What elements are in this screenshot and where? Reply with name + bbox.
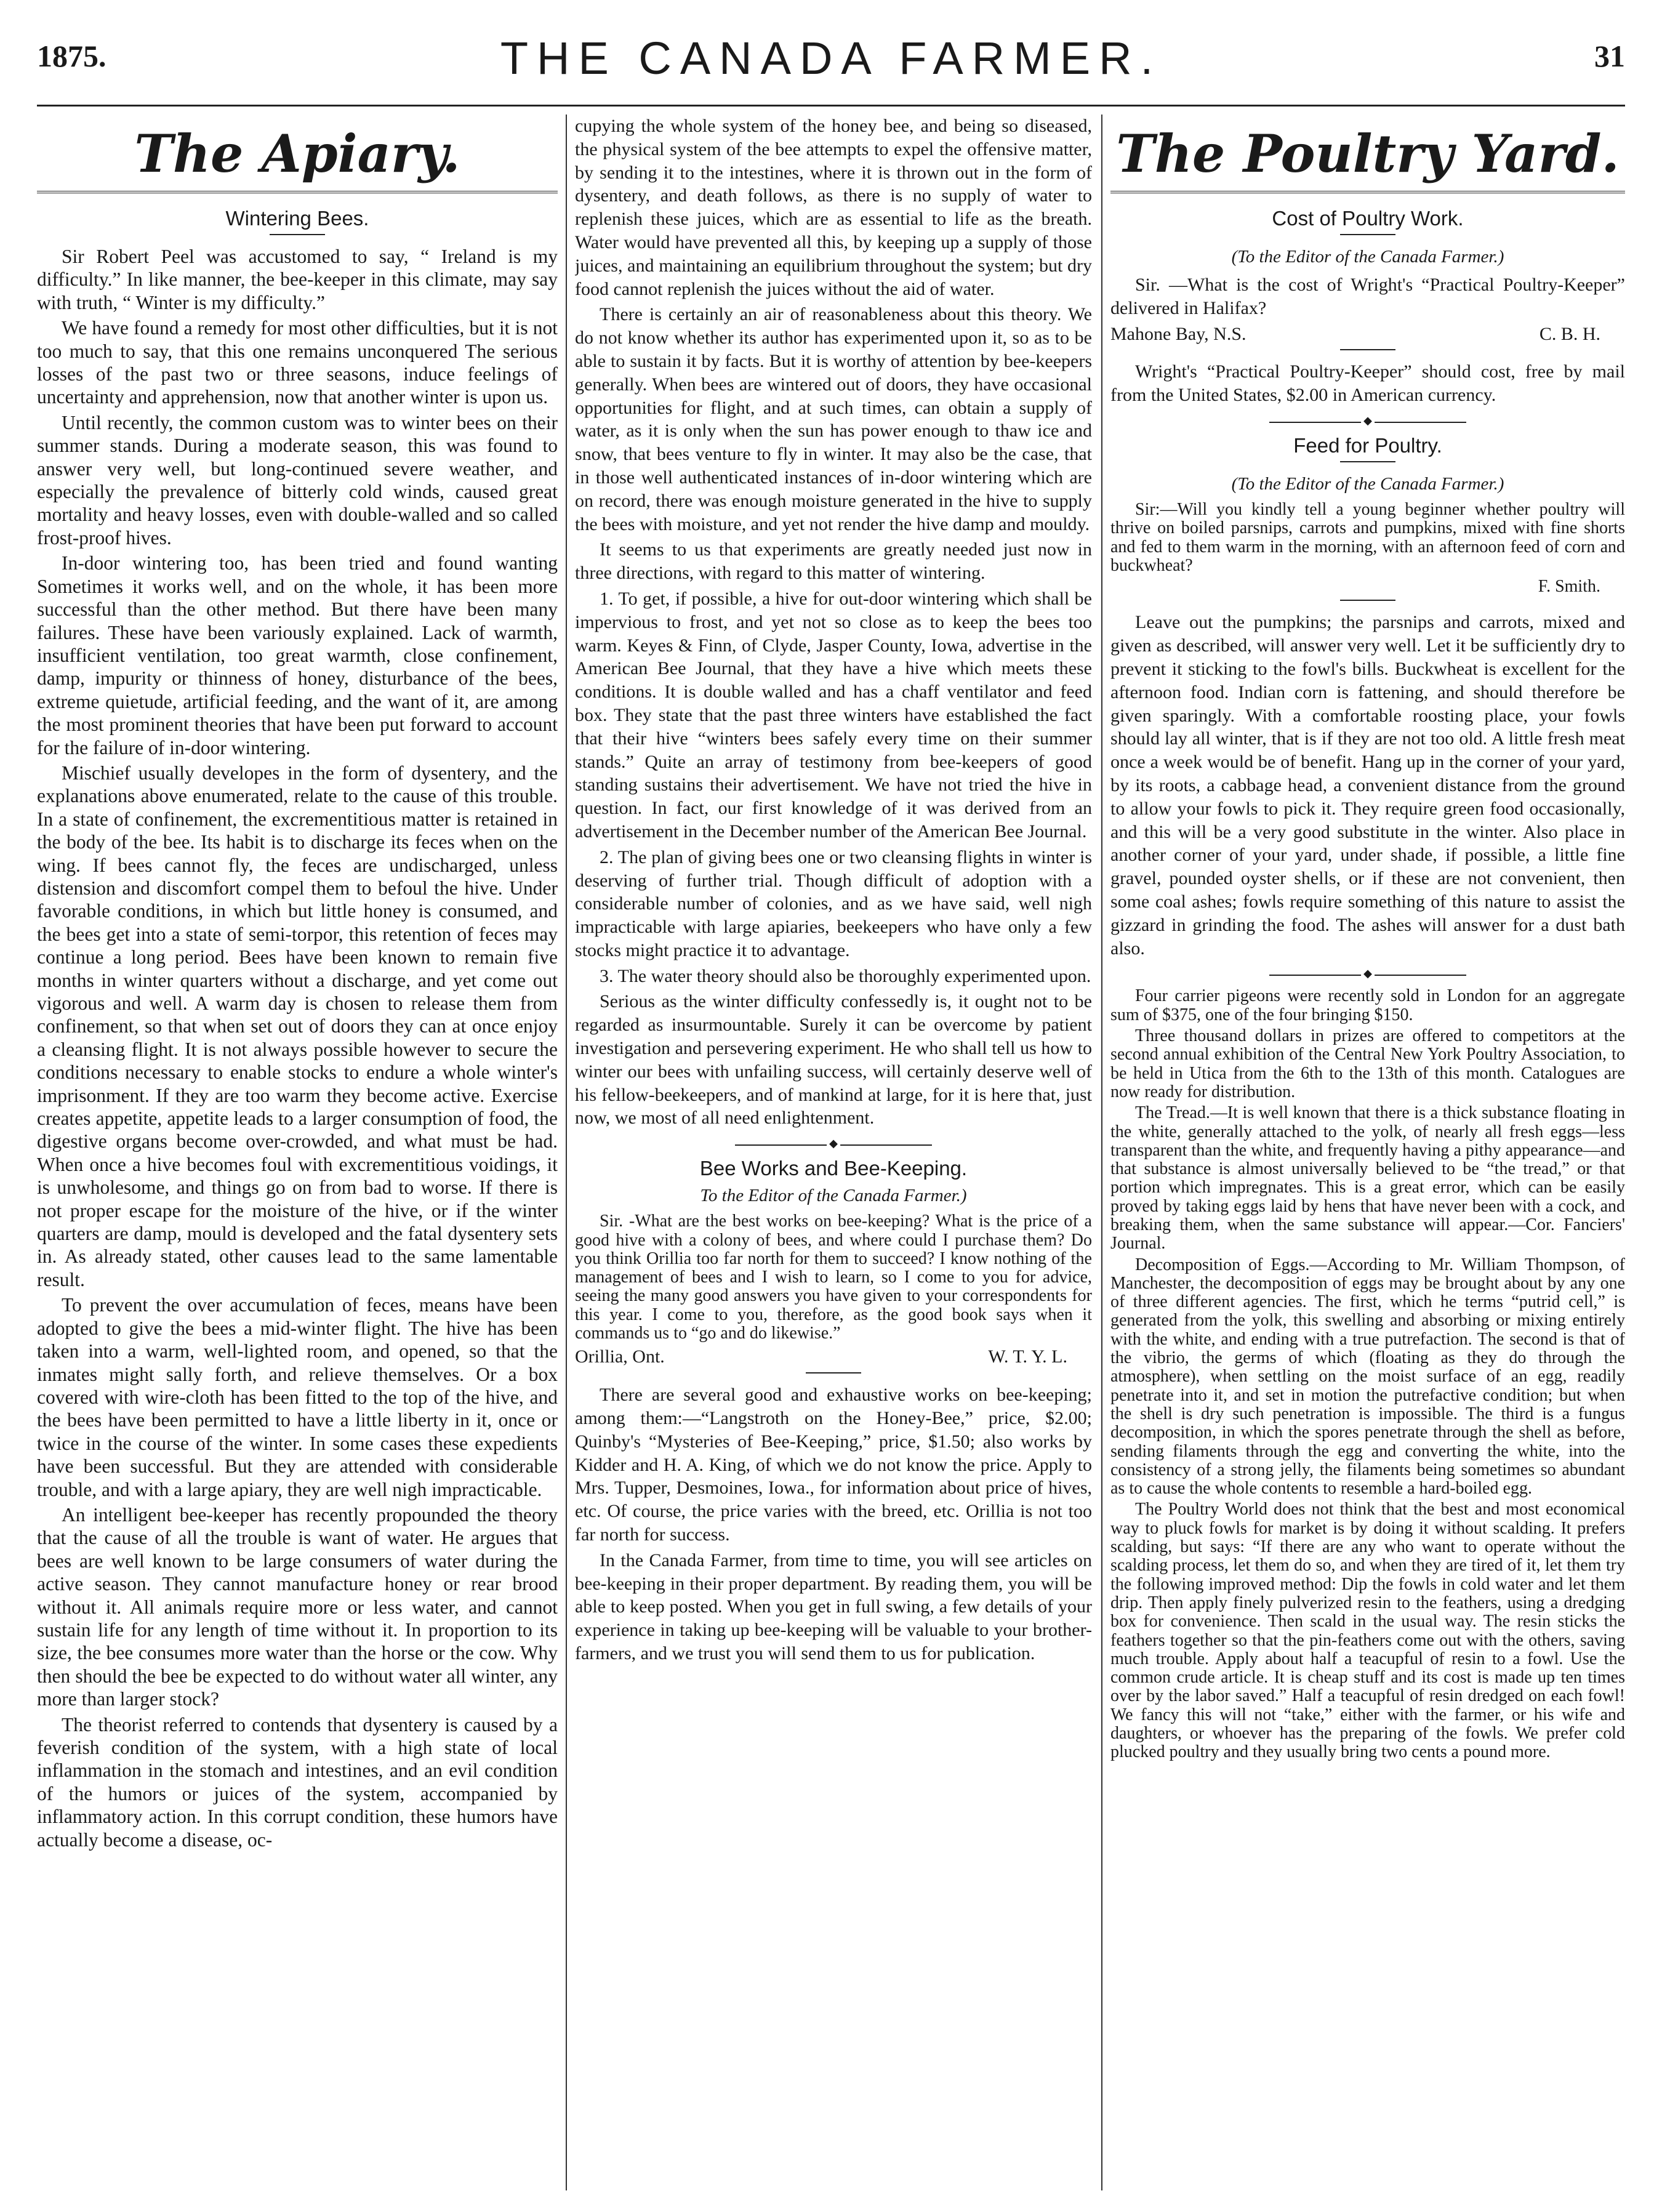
letter-place: Mahone Bay, N.S. — [1110, 323, 1246, 344]
column-divider — [566, 115, 567, 2190]
letter-text: Sir. —What is the cost of Wright's “Practical Poultry-Keeper” delivered in Halifax? — [1110, 275, 1625, 318]
letter-text: Sir:—Will you kindly tell a young beginner whether poultry will thrive on boiled parsnips, carrots and pumpkins, mixed with fine shorts and fed to them warm in the morning, with an afternoon feed of corn and buckwheat? — [1110, 499, 1625, 575]
section-rule — [1110, 191, 1625, 193]
news-note: The Tread.—It is well known that there is a thick substance floating in the white, generally attached to the yolk, of nearly all fresh eggs—less transparent than the white, and frequently having a pithy appearance—and that substance is almost universally believed to be “the tread,” or that portion which impregnates. This is a great error, which can be easily proved by taking eggs laid by hens that have never been with a cock, and breaking them, when the same substance will appear.—Cor. Fanciers' Journal. — [1110, 1103, 1625, 1253]
column-apiary — [37, 115, 558, 1854]
column-middle — [575, 115, 1092, 1668]
reply-rule — [1340, 600, 1395, 601]
article-title-bee-works: Bee Works and Bee-Keeping. — [699, 1157, 968, 1180]
news-note: Four carrier pigeons were recently sold in London for an aggregate sum of $375, one of the four bringing $150. — [1110, 986, 1625, 1024]
to-the-editor-line: (To the Editor of the Canada Farmer.) — [1231, 473, 1504, 494]
letter-place: Orillia, Ont. — [575, 1346, 665, 1367]
paragraph: We have found a remedy for most other difficulties, but it is not too much to say, that this one remains unconquered The serious losses of the past two or three seasons, induce feelings of uncertainty and apprehension, now that another winter is upon us. — [37, 317, 558, 408]
to-the-editor-line: To the Editor of the Canada Farmer.) — [700, 1186, 967, 1206]
section-title-apiary: The Apiary. — [134, 123, 460, 184]
paragraph: To prevent the over accumulation of feces, means have been adopted to give the bees a mid-winter flight. The hive has been taken into a warm, well-lighted room, and opened, so that the inmates might sally forth, and relieve themselves. Or a box covered with wire-cloth has been fitted to the top of the hive, and the bees have been permitted to have a little liberty in it, once or twice in the course of the winter. In some cases these expedients have been successful. But they are attended with considerable trouble, and with a large apiary, they are well nigh impracticable. — [37, 1294, 558, 1500]
paragraph: Mischief usually developes in the form of dysentery, and the explanations above enumerated, relate to the cause of this trouble. In a state of confinement, the excrementitious matter is retained in the body of the bee. Its habit is to discharge its feces when on the wing. If bees cannot fly, the feces are undischarged, unless distension and discomfort compel them to befoul the hive. Under favorable conditions, in which but little honey is consumed, and the bees get into a state of semi-torpor, this retention of feces may continue a long period. Bees have been known to remain five months in winter quarters without a discharge, and yet come out vigorous and well. A warm day is chosen to release them from confinement, so that when set out of doors they can at once enjoy a cleansing flight. It is not always possible however to secure the conditions necessary to enable stocks to endure a whole winter's imprisonment. If they are too warm they become active. Exercise creates appetite, appetite leads to a larger consumption of food, the digestive organs become over-crowded, and what must be had. When once a hive becomes foul with excrementitious voidings, it is unwholesome, and things go on from bad to worse. If there is not proper escape for the moisture of the hive, or if the winter quarters are damp, mould is developed and the fatal dysentery sets in. As already stated, other causes lead to the same lamentable result. — [37, 762, 558, 1290]
title-rule — [1340, 234, 1395, 235]
paragraph: In-door wintering too, has been tried and found wanting Sometimes it works well, and on the whole, it has been more successful than the other method. But there have been many failures. These have been variously explained. Lack of warmth, insufficient ventilation, too great warmth, close confinement, damp, impurity or thinness of honey, disturbance of the bees, extreme quietude, artificial feeding, and the want of it, are among the most prominent theories that have been put forward to account for the failure of in-door wintering. — [37, 552, 558, 758]
paragraph: In the Canada Farmer, from time to time, you will see articles on bee-keeping in their proper department. By reading them, you will be able to keep posted. When you get in full swing, a few details of your experience in taking up bee-keeping will be valuable to your brother-farmers, and we trust you will send them to us for publication. — [575, 1550, 1092, 1663]
letter-signature: W. T. Y. L. — [988, 1346, 1067, 1367]
paragraph: Sir Robert Peel was accustomed to say, “ Ireland is my difficulty.” In like manner, the bee-keeper in this climate, may say with truth, “ Winter is my difficulty.” — [37, 246, 558, 313]
masthead — [37, 25, 1625, 99]
section-divider-ornament — [1269, 975, 1466, 976]
issue-year: 1875. — [37, 39, 106, 73]
section-divider-ornament — [735, 1144, 932, 1146]
article-title-feed-for-poultry: Feed for Poultry. — [1293, 433, 1442, 457]
reply-rule — [1340, 349, 1395, 350]
paragraph: Until recently, the common custom was to winter bees on their summer stands. During a moderate season, this was found to answer very well, but long-continued severe weather, and especially the prevalence of bitterly cold winds, caused great mortality and heavy losses, even with double-walled and so called frost-proof hives. — [37, 411, 558, 549]
news-note: The Poultry World does not think that the best and most economical way to pluck fowls for market is by doing it without scalding. It prefers scalding, but says: “If there are any who want to operate without the scalding process, let them do so, and when they are tired of it, let them try the following improved method: Dip the fowls in cold water and let them drip. Then apply finely pulverized resin to the feathers, using a dredging box for convenience. Then scald in the usual way. The resin sticks the feathers together so that the pin-feathers come out with the others, saving much trouble. Apply about half a teacupful of resin to a fowl. Use the common crude article. It is cheap stuff and its cost is made up ten times over by the labor saved.” Half a teacupful of resin dredged on each fowl! We fancy this will not “take,” either with the farmer, or his wife and daughters, or whoever has the preparing of the fowls. We prefer cold plucked poultry and they usually bring two cents a pound more. — [1110, 1500, 1625, 1762]
news-note: Decomposition of Eggs.—According to Mr. William Thompson, of Manchester, the decomposition of eggs may be brought about by any one of three different agencies. The first, which he terms “putrid cell,” is generated from the yolk, this swelling and absorbing or mixing entirely with the white, and ending with a true putrefaction. The second is that of the vibrio, the germs of which (floating as they do through the atmosphere), when settling on the moist surface of an egg, readily penetrate into it, and set in motion the putrefactive condition; but when the shell is dry such penetration is impossible. The third is a fungus decomposition, in which the spores penetrate through the shell as before, sending filaments through the egg and converting the white, into the consistency of a strong jelly, the filaments being sometimes so abundant as to cause the whole contents to resemble a hard-boiled egg. — [1110, 1255, 1625, 1498]
page-number: 31 — [1594, 39, 1625, 73]
paragraph: The theorist referred to contends that dysentery is caused by a feverish condition of the system, with a high state of local inflammation in the stomach and intestines, and an evil condition of the humors or juices of the system, accompanied by inflammatory action. In this corrupt condition, these humors have actually become a disease, oc- — [37, 1713, 558, 1851]
letter-text: Sir. -What are the best works on bee-keeping? What is the price of a good hive with a colony of bees, and where could I purchase them? Do you think Orillia too far north for them to succeed? I know nothing of the management of bees and I wish to learn, so I come to you for advice, seeing the many good answers you have given to your correspondents for this year. I come to you, therefore, as the good book says when it commands us to “go and do likewise.” — [575, 1212, 1092, 1343]
paragraph: Wright's “Practical Poultry-Keeper” should cost, free by mail from the United States, $2.00 in American currency. — [1110, 361, 1625, 406]
letter-signature-line — [575, 1345, 1092, 1369]
column-divider — [1101, 115, 1102, 2190]
paragraph: An intelligent bee-keeper has recently propounded the theory that the cause of all the trouble is want of water. He argues that bees are well known to be large consumers of water during the active season. They cannot manufacture honey or rear brood without it. All animals require more or less water, and cannot sustain life for any length of time without it. In proportion to its size, the bee consumes more water than the horse or the cow. Why then should the bee be expected to do without water all winter, any more than larger stock? — [37, 1503, 558, 1710]
title-rule — [270, 234, 325, 235]
newspaper-title: THE CANADA FARMER. — [500, 33, 1162, 84]
paragraph: 3. The water theory should also be thoroughly experimented upon. — [600, 965, 1091, 986]
news-note: Three thousand dollars in prizes are offered to competitors at the second annual exhibition of the Central New York Poultry Association, to be held in Utica from the 6th to the 13th of this month. Catalogues are now ready for distribution. — [1110, 1026, 1625, 1101]
section-divider-ornament — [1269, 422, 1466, 423]
paragraph: 1. To get, if possible, a hive for out-door wintering which shall be impervious to frost, and yet not so close as to keep the bees too warm. Keyes & Finn, of Clyde, Jasper County, Iowa, advertise in the American Bee Journal, that they have a hive which meets these conditions. It is double walled and has a chaff ventilator and feed box. They state that the past three winters have established the fact that their hive “winters bees safely every time on their summer stands.” Quite an array of testimony from bee-keepers of good standing sustains their advertisement. We have not tried the hive in question. In fact, our first knowledge of it was derived from an advertisement in the December number of the American Bee Journal. — [575, 588, 1092, 842]
article-title-cost-of-poultry-work: Cost of Poultry Work. — [1272, 207, 1464, 230]
title-rule — [1340, 461, 1395, 462]
section-title-poultry-yard: The Poultry Yard. — [1116, 123, 1620, 184]
to-the-editor-line: (To the Editor of the Canada Farmer.) — [1231, 247, 1504, 267]
paragraph: It seems to us that experiments are greatly needed just now in three directions, with regard to this matter of wintering. — [575, 539, 1092, 584]
paragraph: Serious as the winter difficulty confessedly is, it ought not to be regarded as insurmountable. Surely it can be overcome by patient investigation and persevering experiment. He who shall tell us how to winter our bees with unfailing success, will certainly deserve well of his fellow-beekeepers, and of mankind at large, for it is here that, just now, we most of all need enlightenment. — [575, 991, 1092, 1128]
letter-signature: F. Smith. — [1538, 577, 1600, 597]
column-poultry — [1110, 115, 1625, 1764]
letter-signature-line — [1110, 323, 1625, 346]
paragraph: cupying the whole system of the honey bee, and being so diseased, the physical system of the bee attempts to expel the offensive matter, by sending it to the intestines, where it is thrown out in the form of dysentery, and death follows, as there is no supply of water to replenish these juices, which are as essential to life as the breath. Water would have prevented all this, by keeping up a supply of those juices, and maintaining an equilibrium throughout the system; but dry food cannot replenish the juices without the aid of water. — [575, 116, 1092, 299]
paragraph: There are several good and exhaustive works on bee-keeping; among them:—“Langstroth on the Honey-Bee,” price, $2.00; Quinby's “Mysteries of Bee-Keeping,” price, $1.50; also works by Kidder and H. A. King, of which we do not know the price. Apply to Mrs. Tupper, Desmoines, Iowa., for information about price of hives, etc. Of course, the price varies with the breed, etc. Orillia is not too far north for success. — [575, 1385, 1092, 1545]
paragraph: There is certainly an air of reasonableness about this theory. We do not know whether its author has experimented upon it, so as to be able to sustain it by facts. But it is worthy of attention by bee-keepers generally. When bees are wintered out of doors, they have occasional opportunities for flight, and at such times, can obtain a supply of water, as it is only when the sun has power enough to thaw ice and snow, that bees venture to fly in winter. It may also be the case, that in those well authenticated instances of in-door wintering which are on record, there was enough moisture generated in the hive to supply the bees with moisture, and yet not render the hive damp and mouldy. — [575, 304, 1092, 534]
reply-rule — [806, 1372, 861, 1373]
paragraph: Leave out the pumpkins; the parsnips and carrots, mixed and given as described, will answer very well. Let it be sufficiently dry to prevent it sticking to the fowl's bills. Buckwheat is excellent for the afternoon food. Indian corn is fattening, and should therefore be given sparingly. With a comfortable roosting place, your fowls should lay all winter, that is if they are not too old. A little fresh meat once a week would be of benefit. Hang up in the corner of your yard, by its roots, a cabbage head, a convenient distance from the ground to allow your fowls to pick it. They require green food occasionally, and this will be a very good substitute in the winter. Also place in another corner of your yard, under shade, if possible, a little fine gravel, pounded oyster shells, or if these are not convenient, then some coal ashes; fowls require something of this nature to assist the gizzard in grinding the food. The ashes will answer for a dust bath also. — [1110, 612, 1625, 959]
article-title-wintering-bees: Wintering Bees. — [225, 207, 369, 230]
letter-signature: C. B. H. — [1539, 323, 1600, 344]
masthead-rule — [37, 105, 1625, 107]
paragraph: 2. The plan of giving bees one or two cleansing flights in winter is deserving of further trial. Though difficult of adoption with a considerable number of colonies, and as we have said, well nigh impracticable with large apiaries, beekeepers who have only a few stocks might practice it to advantage. — [575, 847, 1092, 960]
section-rule — [37, 191, 558, 193]
